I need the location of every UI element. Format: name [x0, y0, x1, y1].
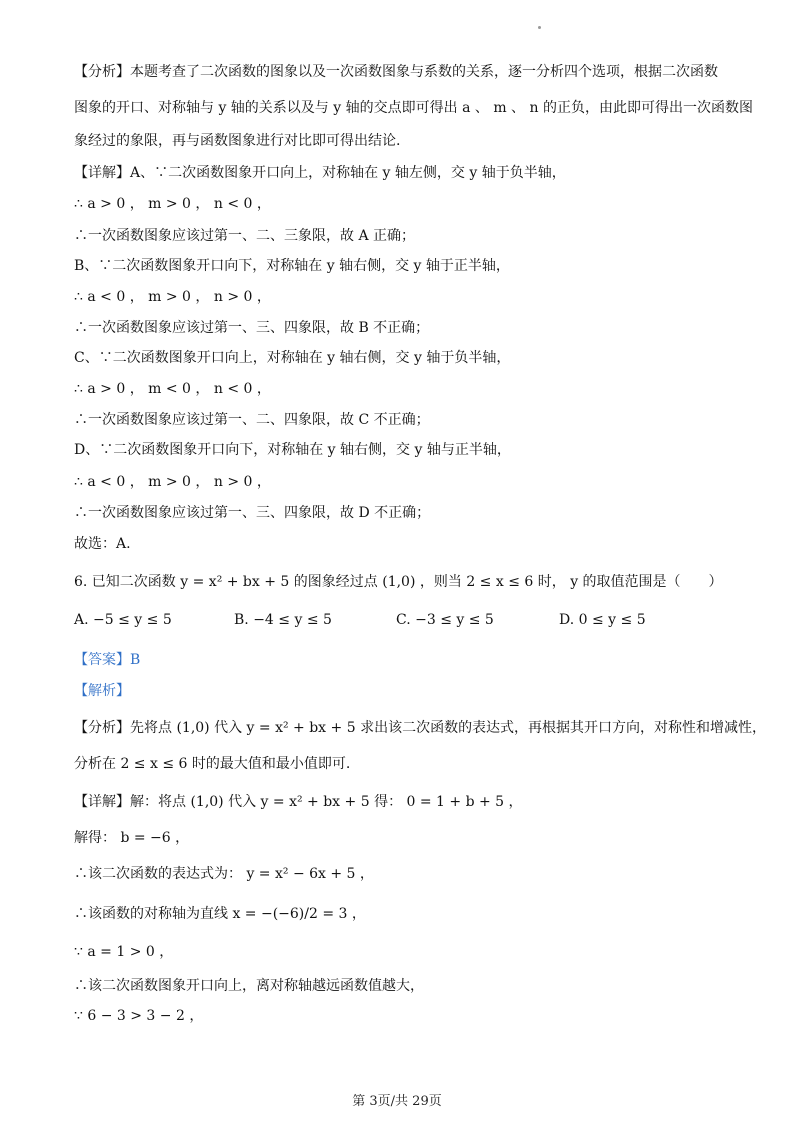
q6-detail-line-6: ∴该二次函数图象开口向上，离对称轴越远函数值越大， — [74, 978, 424, 994]
q6-detail-line-4: ∴该函数的对称轴为直线 x = −(−6)/2 = 3 ， — [74, 906, 366, 922]
detail5-line-11: ∴ a < 0 ， m > 0 ， n > 0 ， — [74, 474, 271, 490]
option-d: D. 0 ≤ y ≤ 5 — [559, 612, 646, 628]
option-b: B. −4 ≤ y ≤ 5 — [234, 612, 332, 628]
detail5-line-2: ∴ a > 0 ， m > 0 ， n < 0 ， — [74, 196, 271, 212]
scan-dot — [538, 26, 541, 29]
q6-analysis-line-2: 分析在 2 ≤ x ≤ 6 时的最大值和最小值即可. — [74, 756, 351, 772]
detail5-line-3: ∴一次函数图象应该过第一、二、三象限，故 A 正确； — [74, 228, 416, 244]
analysis5-line-2: 图象的开口、对称轴与 y 轴的关系以及与 y 轴的交点即可得出 a 、 m 、 n 的正负，由此即可得出一次函数图 — [74, 100, 753, 116]
detail5-line-1: 【详解】A、∵二次函数图象开口向上，对称轴在 y 轴左侧，交 y 轴于负半轴， — [74, 165, 566, 181]
option-a: A. −5 ≤ y ≤ 5 — [74, 612, 172, 628]
detail5-line-6: ∴一次函数图象应该过第一、三、四象限，故 B 不正确； — [74, 320, 430, 336]
explain-label: 【解析】 — [74, 683, 130, 699]
q6-detail-line-7: ∵ 6 − 3 > 3 − 2 ， — [74, 1008, 204, 1024]
q6-analysis-line-1: 【分析】先将点 (1,0) 代入 y = x² + bx + 5 求出该二次函数的表达式，再根据其开口方向，对称性和增减性， — [74, 720, 767, 736]
detail5-line-5: ∴ a < 0 ， m > 0 ， n > 0 ， — [74, 289, 271, 305]
analysis5-line-3: 象经过的象限，再与函数图象进行对比即可得出结论. — [74, 133, 401, 149]
detail5-line-13: 故选：A. — [74, 536, 131, 552]
detail5-line-8: ∴ a > 0 ， m < 0 ， n < 0 ， — [74, 381, 271, 397]
question-6-stem: 6. 已知二次函数 y = x² + bx + 5 的图象经过点 (1,0) ，则当 2 ≤ x ≤ 6 时， y 的取值范围是（ ） — [74, 574, 723, 590]
detail5-line-4: B、∵二次函数图象开口向下，对称轴在 y 轴右侧，交 y 轴于正半轴， — [74, 258, 510, 274]
detail5-line-9: ∴一次函数图象应该过第一、二、四象限，故 C 不正确； — [74, 412, 430, 428]
page-footer: 第 3页/共 29页 — [352, 1094, 442, 1109]
q6-detail-line-2: 解得： b = −6 ， — [74, 830, 190, 846]
detail5-line-10: D、∵二次函数图象开口向下，对称轴在 y 轴右侧，交 y 轴与正半轴， — [74, 442, 511, 458]
detail5-line-12: ∴一次函数图象应该过第一、三、四象限，故 D 不正确； — [74, 505, 431, 521]
q6-detail-line-5: ∵ a = 1 > 0 ， — [74, 944, 174, 960]
q6-detail-line-1: 【详解】解：将点 (1,0) 代入 y = x² + bx + 5 得： 0 = 1 + b + 5 ， — [74, 794, 523, 810]
detail5-line-7: C、∵二次函数图象开口向上，对称轴在 y 轴右侧，交 y 轴于负半轴， — [74, 350, 511, 366]
q6-detail-line-3: ∴该二次函数的表达式为： y = x² − 6x + 5 ， — [74, 866, 374, 882]
question-6-options — [74, 612, 734, 632]
analysis5-line-1: 【分析】本题考查了二次函数的图象以及一次函数图象与系数的关系，逐一分析四个选项，根据二次函数 — [74, 64, 718, 80]
answer-label: 【答案】B — [74, 652, 141, 668]
option-c: C. −3 ≤ y ≤ 5 — [396, 612, 494, 628]
